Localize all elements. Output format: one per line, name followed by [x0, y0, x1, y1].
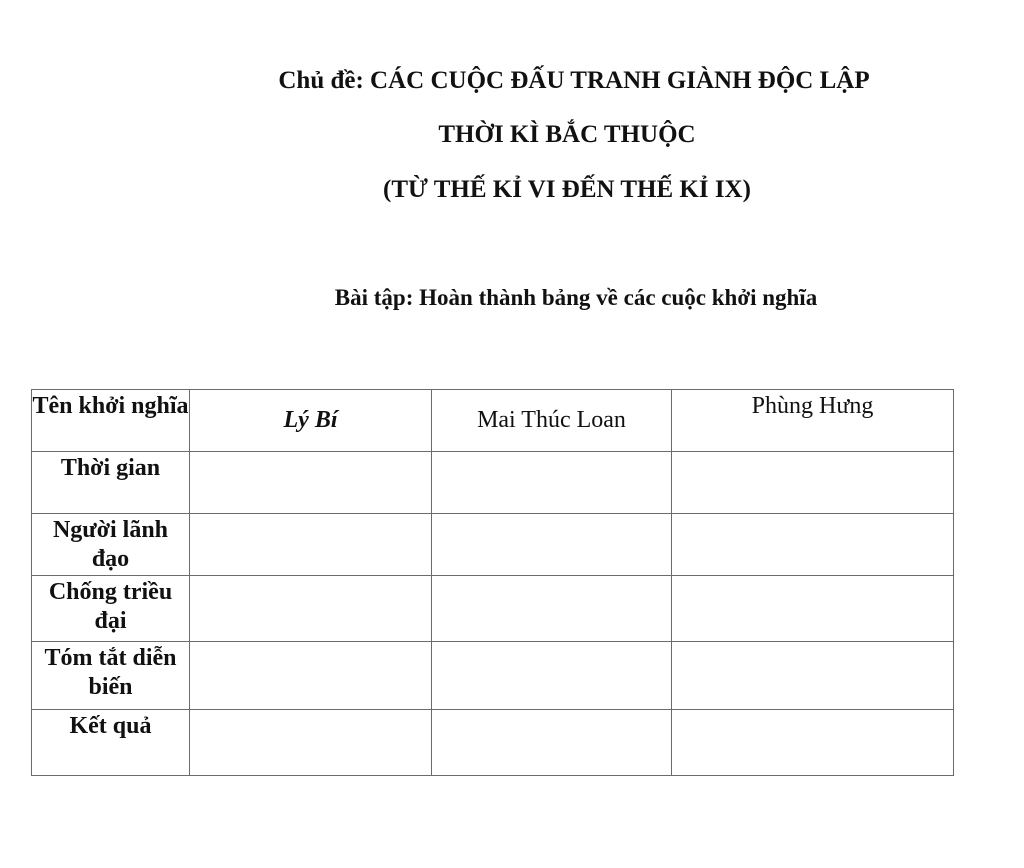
table-cell[interactable] [190, 514, 432, 576]
column-header-ly-bi: Lý Bí [190, 390, 432, 452]
table-cell[interactable] [432, 576, 672, 642]
row-header-time: Thời gian [32, 452, 190, 514]
table-cell[interactable] [432, 710, 672, 776]
table-cell[interactable] [432, 642, 672, 710]
table-row [32, 710, 954, 776]
table-row [32, 514, 954, 576]
table-cell[interactable] [672, 710, 954, 776]
column-header-phung-hung: Phùng Hưng [672, 390, 954, 452]
uprisings-table [31, 389, 954, 776]
table-header-row [32, 390, 954, 452]
document-title-line-2: THỜI KÌ BẮC THUỘC [438, 121, 696, 148]
document-title-line-3: (TỪ THẾ KỈ VI ĐẾN THẾ KỈ IX) [383, 176, 751, 203]
row-header-result: Kết quả [32, 710, 190, 776]
header-corner-cell: Tên khởi nghĩa [32, 390, 190, 452]
table-row [32, 642, 954, 710]
document-title-line-1: Chủ đề: CÁC CUỘC ĐẤU TRANH GIÀNH ĐỘC LẬP [278, 67, 870, 94]
table-cell[interactable] [432, 514, 672, 576]
table-row [32, 576, 954, 642]
row-header-dynasty: Chống triều đại [32, 576, 190, 642]
row-header-leader: Người lãnh đạo [32, 514, 190, 576]
table-cell[interactable] [190, 642, 432, 710]
table-cell[interactable] [432, 452, 672, 514]
table-cell[interactable] [190, 576, 432, 642]
column-header-mai-thuc-loan: Mai Thúc Loan [432, 390, 672, 452]
table-cell[interactable] [672, 642, 954, 710]
table-cell[interactable] [672, 452, 954, 514]
table-cell[interactable] [190, 452, 432, 514]
table-row [32, 452, 954, 514]
table-cell[interactable] [190, 710, 432, 776]
exercise-instruction: Bài tập: Hoàn thành bảng về các cuộc khởi nghĩa [334, 285, 818, 310]
row-header-summary: Tóm tắt diễn biến [32, 642, 190, 710]
table-cell[interactable] [672, 514, 954, 576]
table-cell[interactable] [672, 576, 954, 642]
